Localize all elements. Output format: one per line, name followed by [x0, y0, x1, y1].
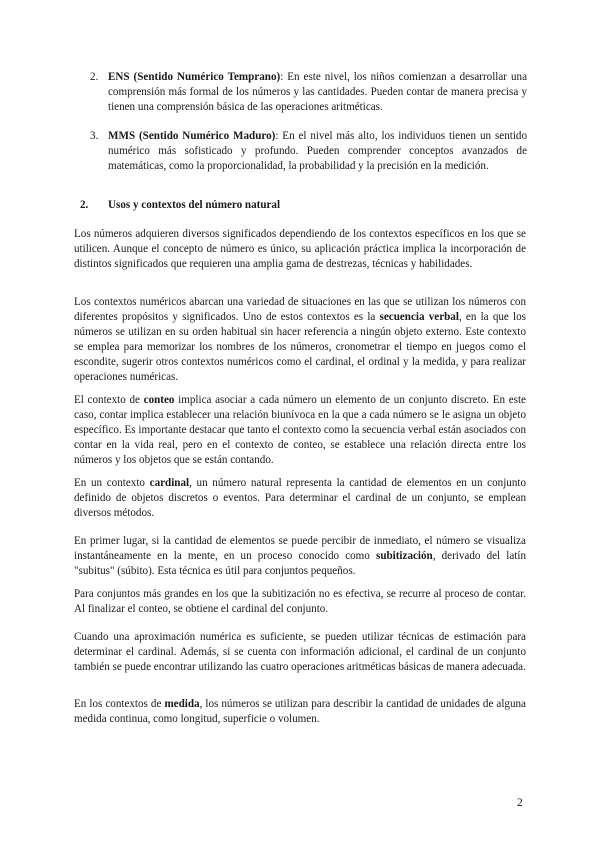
list-item-number: 2. [90, 71, 99, 83]
paragraph-text: Para conjuntos más grandes en los que la subitización no es efectiva, se recurre al proceso de contar. Al finalizar el conteo, se obtiene el cardinal del conjunto. [74, 588, 526, 616]
list-item-number: 3. [90, 130, 99, 142]
paragraph-text: , derivado del latín "subitus" (súbito). Esta técnica es útil para conjuntos pequeños. [74, 550, 526, 578]
paragraph-text: Cuando una aproximación numérica es suficiente, se pueden utilizar técnicas de estimación para determinar el cardinal. Además, si se cuenta con información adicional, el cardinal de un conjunto también se puede encontrar utilizando las cuatro operaciones aritméticas básicas de manera adecuada. [74, 631, 526, 674]
list-item-text: : En el nivel más alto, los individuos tienen un sentido numérico más sofisticado y profundo. Pueden comprender conceptos avanzados de matemáticas, como la proporcionalidad, la probabilidad y la precisión en la medición. [108, 130, 527, 173]
bold-term: conteo [143, 394, 175, 406]
page-number: 2 [517, 797, 523, 809]
list-item-ens [90, 70, 527, 115]
paragraph-cardinal [74, 476, 526, 521]
paragraph-text: , un número natural representa la cantidad de elementos en un conjunto definido de objetos discretos o eventos. Para determinar el cardinal de un conjunto, se emplean diversos métodos. [74, 477, 527, 520]
list-item-term: MMS (Sentido Numérico Maduro) [108, 130, 276, 142]
paragraph-text: Los números adquieren diversos significados dependiendo de los contextos específicos en los que se utilicen. Aunque el concepto de número es único, su aplicación práctica implica la incorporación de distintos significados que requieren una amplia gama de destrezas, técnicas y habilidades. [74, 228, 526, 271]
paragraph-secuencia-verbal [74, 295, 526, 386]
section-title: Usos y contextos del número natural [108, 199, 281, 211]
bold-term: cardinal [149, 477, 190, 489]
paragraph-text: , los números se utilizan para describir la cantidad de unidades de alguna medida continua, como longitud, superficie o volumen. [74, 698, 526, 726]
paragraph-text: , en la que los números se utilizan en su orden habitual sin hacer referencia a ningún objeto externo. Este contexto se emplea para memorizar los nombres de los números, cronometrar el tiempo en juegos como el escondite, sugerir otros contextos numéricos como el cardinal, el ordinal y la medida, y para realizar operaciones numéricas. [74, 311, 526, 384]
section-number: 2. [80, 199, 89, 211]
bold-term: medida [164, 698, 200, 710]
list-item-text: : En este nivel, los niños comienzan a desarrollar una comprensión más formal de los números y las cantidades. Pueden contar de manera precisa y tienen una comprensión básica de las operaciones aritméticas. [108, 71, 527, 114]
paragraph-contar [74, 587, 526, 617]
list-item-mms [90, 129, 527, 174]
paragraph-text: El contexto de [74, 394, 144, 406]
paragraph-significados [74, 227, 526, 272]
paragraph-text: implica asociar a cada número un elemento de un conjunto discreto. En este caso, contar implica establecer una relación biunívoca en la que a cada número se le asigna un objeto específico. Es importante destacar que tanto el contexto como la secuencia verbal están asociados con contar en la vida real, pero en el contexto de conteo, se establece una relación directa entre los números y los objetos que se están contando. [74, 394, 526, 467]
bold-term: subitización [376, 550, 433, 563]
paragraph-text: En primer lugar, si la cantidad de elementos se puede percibir de inmediato, el número se visualiza instantáneamente en la mente, en un proceso conocido como [74, 535, 526, 563]
paragraph-text: Los contextos numéricos abarcan una variedad de situaciones en las que se utilizan los números con diferentes propósitos y significados. Uno de estos contextos es la [74, 296, 526, 324]
paragraph-text: En los contextos de [74, 698, 165, 710]
bold-term: secuencia verbal [379, 311, 459, 324]
paragraph-conteo [74, 393, 526, 468]
list-item-term: ENS (Sentido Numérico Temprano) [108, 71, 281, 83]
paragraph-medida [74, 697, 526, 727]
paragraph-subitizacion [74, 534, 526, 579]
paragraph-estimacion [74, 630, 526, 675]
paragraph-text: En un contexto [74, 477, 150, 489]
section-heading [80, 198, 280, 213]
